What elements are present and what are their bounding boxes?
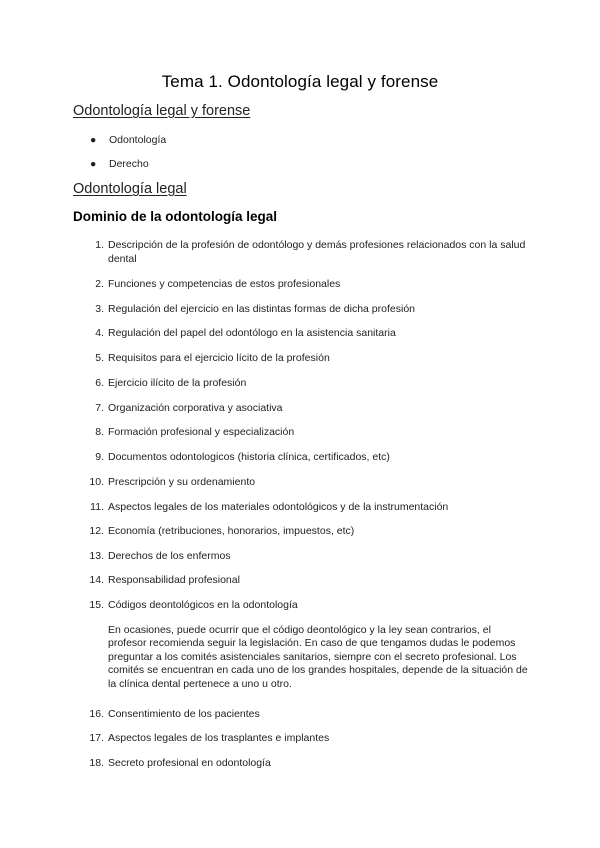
section-heading-odontologia-legal: Odontología legal: [73, 181, 187, 197]
bullet-dot-icon: ●: [90, 134, 97, 146]
section-heading-odontologia-legal-forense: Odontología legal y forense: [73, 103, 251, 119]
bullet-dot-icon: ●: [90, 158, 97, 170]
page-title: Tema 1. Odontología legal y forense: [161, 72, 439, 91]
subsection-heading-dominio: Dominio de la odontología legal: [73, 209, 278, 224]
note-paragraph: En ocasiones, puede ocurrir que el código deontológico y la ley sean contrarios, el profesor recomienda seguir la legislación. En caso de que tengamos dudas le podemos preguntar a los comités asistenciales sanitarios, siempre con el secreto profesional. Los comités se encuentran en cada uno de los grandes hospitales, depende de la situación de la clínica dental pertenece a uno u otro.: [108, 624, 528, 690]
document-page: Tema 1. Odontología legal y forense Odontología legal y forense ● Odontología ● Derecho Odontología legal Dominio de la odontología legal 1. Descripción de la profesión de odontólogo y demás profesiones relacionados con la salud dental 2. Funciones y competencias de estos profesionales 3. Regulación del ejercicio en las distintas formas de dicha profesión 4. Regulación del papel del odontólogo en la asistencia sanitaria 5. Requisitos para el ejercicio lícito de la profesión 6. Ejercicio ilícito de la profesión 7. Organización corporativa y asociativa 8. Formación profesional y especialización 9. Documentos odontologicos (historia clínica, certificados, etc) 10. Prescripción y su ordenamiento 11. Aspectos legales de los materiales odontológicos y de la instrumentación 12. Economía (retribuciones, honorarios, impuestos, etc) 13. Derechos de los enfermos 14. Responsabilidad profesional 15. Códigos deontológicos en la odontología En ocasiones, puede ocurrir que el código deontológico y la ley sean contrarios, el profesor recomienda seguir la legislación. En caso de que tengamos dudas le podemos preguntar a los comités asistenciales sanitarios, siempre con el secreto profesional. Los comités se encuentran en cada uno de los grandes hospitales, depende de la situación de la clínica dental pertenece a uno u otro. 16. Consentimiento de los pacientes 17. Aspectos legales de los trasplantes e implantes 18. Secreto profesional en odontología: [0, 0, 600, 848]
